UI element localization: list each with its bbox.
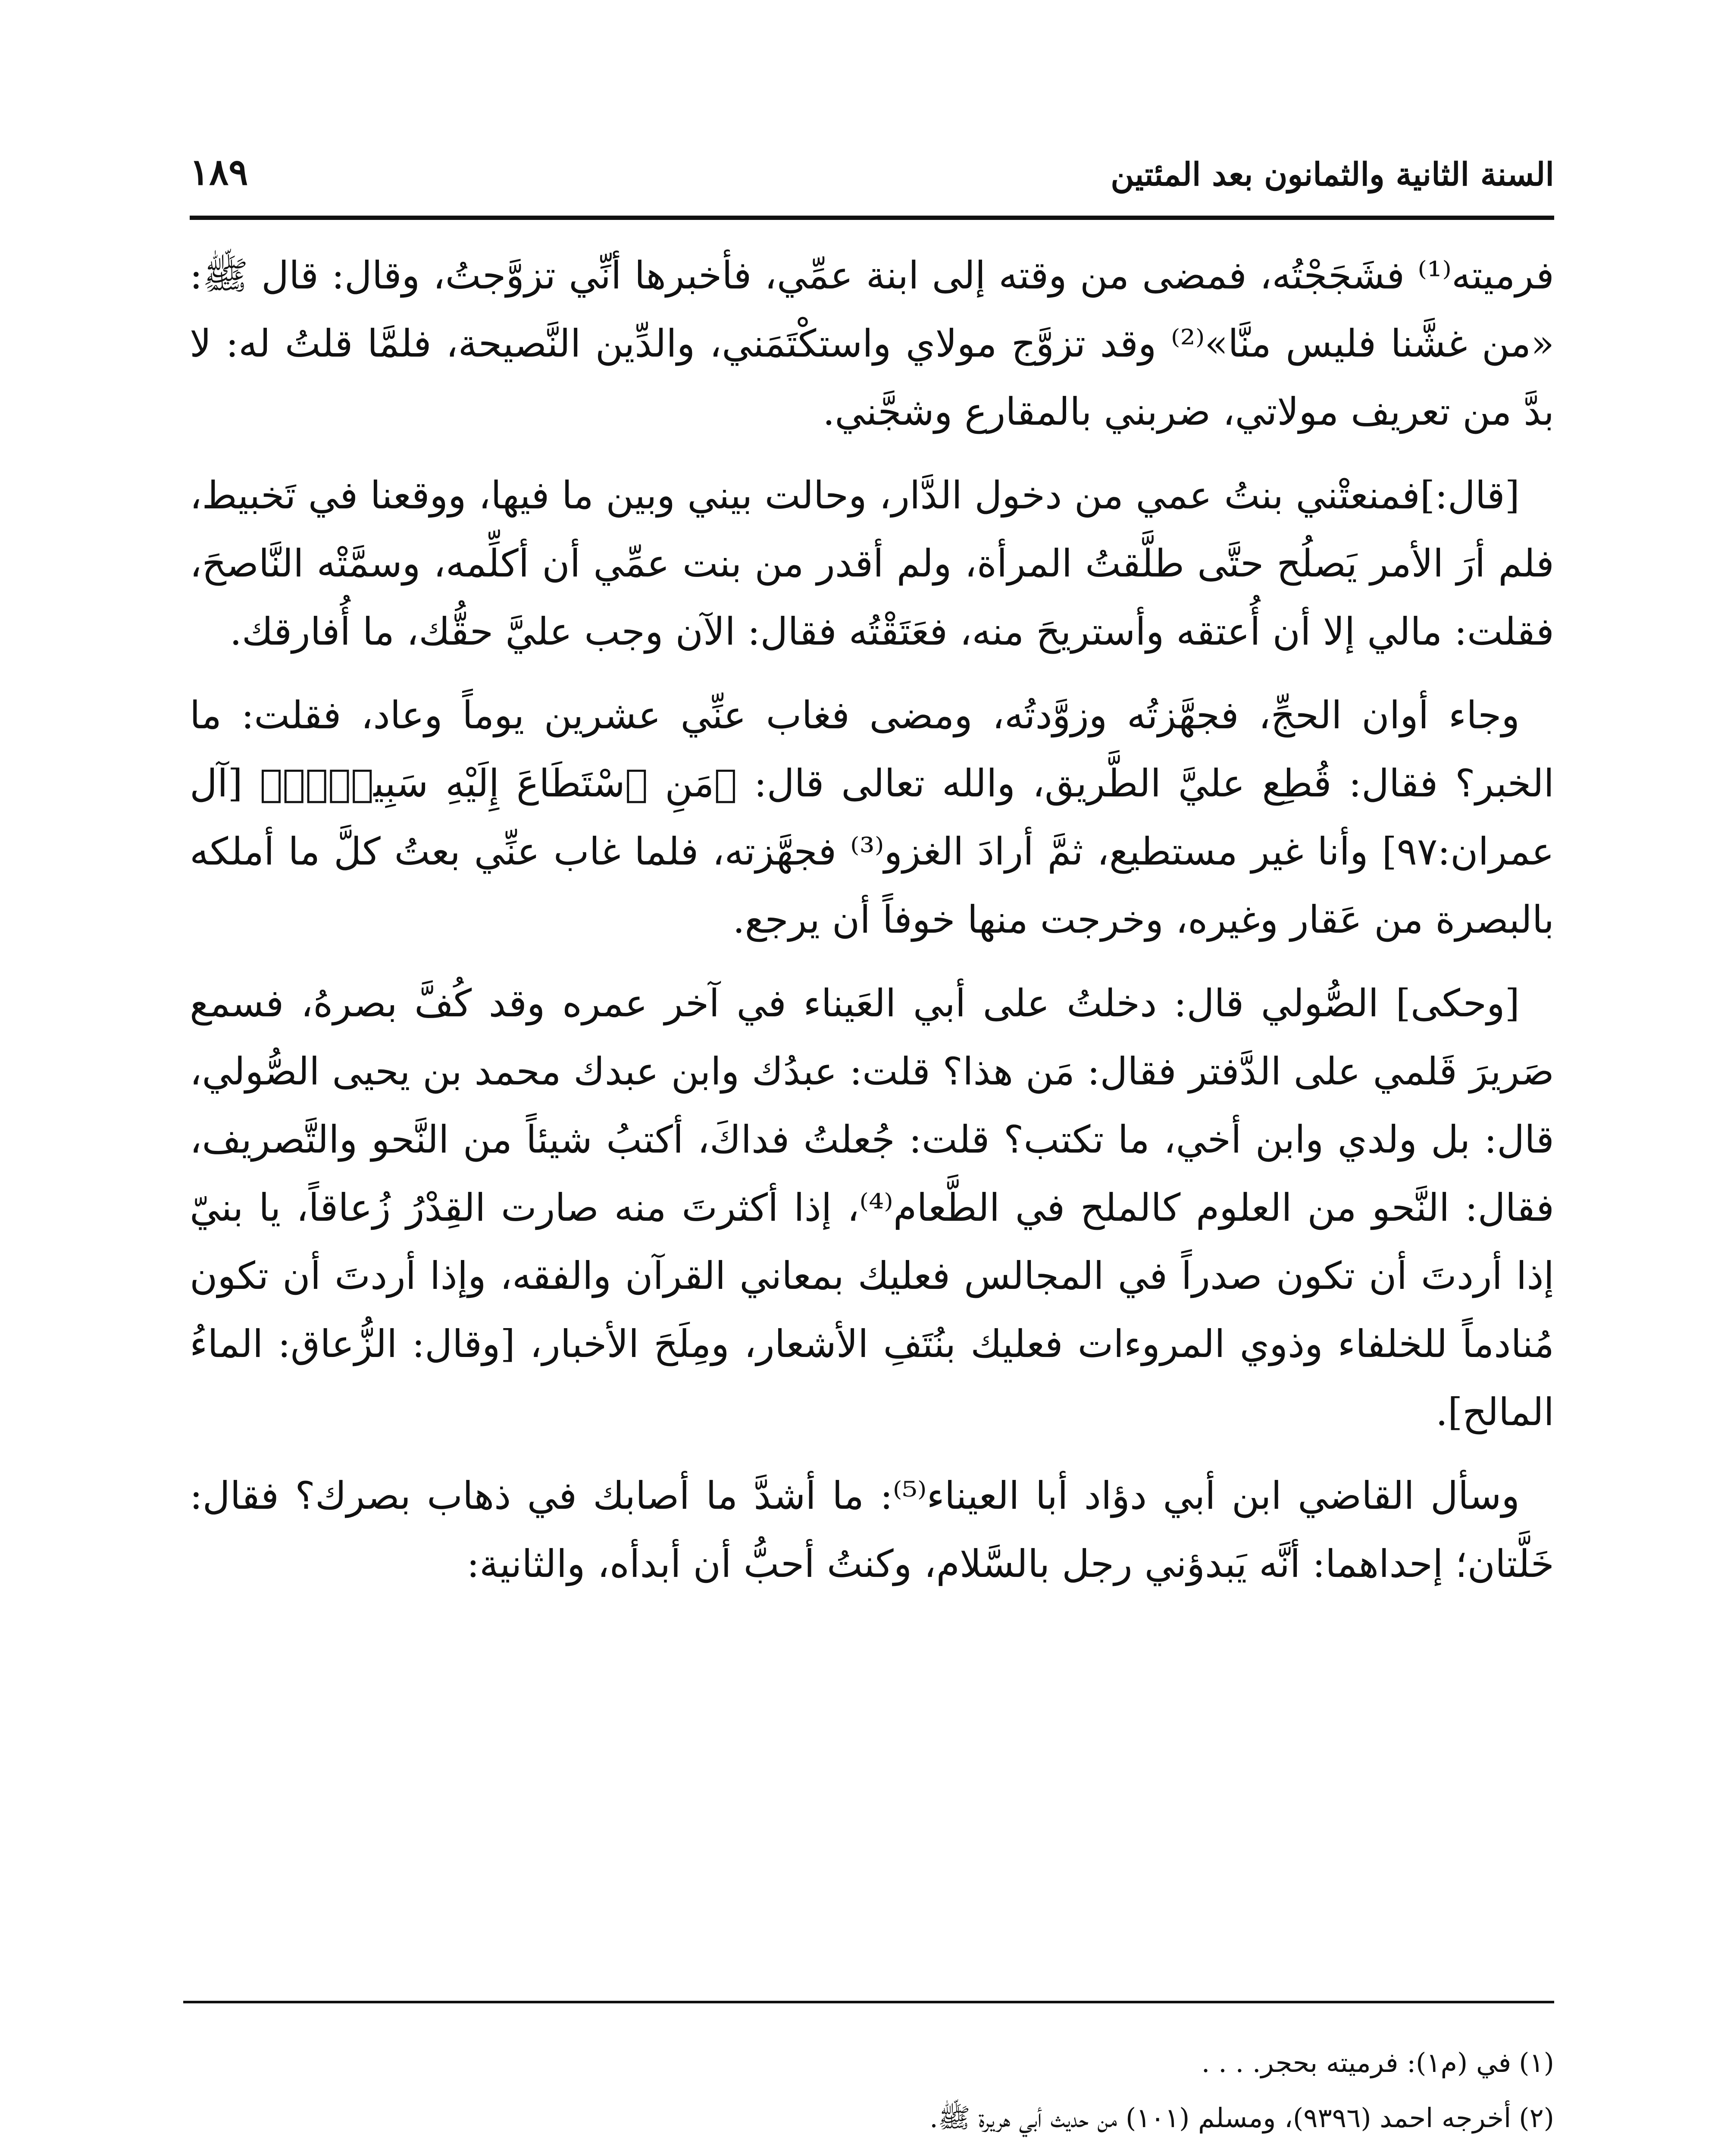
footnote-rule <box>183 2001 1554 2003</box>
footnotes <box>190 2035 1554 2156</box>
paragraph: فرميته⁽¹⁾ فشَجَجْتُه، فمضى من وقته إلى ابنة عمِّي، فأخبرها أنِّي تزوَّجتُ، وقال: قال ﷺ: «من غشَّنا فليس منَّا»⁽²⁾ وقد تزوَّج مولاي واستكْتَمَني، والدِّين النَّصيحة، فلمَّا قلتُ له: لا بدَّ من تعريف مولاتي، ضربني بالمقارع وشجَّني. <box>190 253 1554 434</box>
paragraph: وسأل القاضي ابن أبي دؤاد أبا العيناء⁽⁵⁾: ما أشدَّ ما أصابك في ذهاب بصرك؟ فقال: خَلَّتان؛ إحداهما: أنَّه يَبدؤني رجل بالسَّلام، وكنتُ أحبُّ أن أبدأه، والثانية: <box>190 1473 1554 1586</box>
footnote-number: (٢) <box>1519 2102 1554 2134</box>
footnote <box>190 2090 1554 2146</box>
page-header <box>190 129 1554 194</box>
footnote-text: أخرجه احمد (٩٣٩٦)، ومسلم (١٠١) من حديث أبي هريرة ﷺ. <box>929 2102 1511 2134</box>
footnote <box>190 2146 1554 2156</box>
footnote <box>190 2035 1554 2090</box>
footnote-number <box>1519 2146 1554 2156</box>
header-rule <box>190 216 1554 220</box>
paragraph: وجاء أوان الحجِّ، فجهَّزتُه وزوَّدتُه، ومضى فغاب عنِّي عشرين يوماً وعاد، فقلت: ما الخبر؟ فقال: قُطِع عليَّ الطَّريق، والله تعالى قال: ﴿مَنِ ٱسْتَطَاعَ إِلَيْهِ سَبِيلًاۚ﴾ [آل عمران:٩٧] وأنا غير مستطيع، ثمَّ أرادَ الغزو⁽³⁾ فجهَّزته، فلما غاب عنِّي بعتُ كلَّ ما أملكه بالبصرة من عَقار وغيره، وخرجت منها خوفاً أن يرجع. <box>190 693 1554 942</box>
main-text <box>190 241 1554 1614</box>
page-number: ١٨٩ <box>190 150 248 194</box>
running-title: السنة الثانية والثمانون بعد المئتين <box>1111 156 1554 194</box>
footnote-number: (١) <box>1519 2047 1554 2078</box>
footnote-text: في (م١): فرميته بحجر. . . . <box>1201 2047 1511 2078</box>
paragraph: [قال:]فمنعتْني بنتُ عمي من دخول الدَّار، وحالت بيني وبين ما فيها، ووقعنا في تَخبيط، فلم أرَ الأمر يَصلُح حتَّى طلَّقتُ المرأة، ولم أقدر من بنت عمِّي أن أكلِّمه، وسمَّتْه النَّاصحَ، فقلت: مالي إلا أن أُعتقه وأستريحَ منه، فعَتَقْتُه فقال: الآن وجب عليَّ حقُّك، ما أُفارقك. <box>190 473 1554 654</box>
paragraph: [وحكى] الصُّولي قال: دخلتُ على أبي العَيناء في آخر عمره وقد كُفَّ بصرهُ، فسمع صَريرَ قَلمي على الدَّفتر فقال: مَن هذا؟ قلت: عبدُك وابن عبدك محمد بن يحيى الصُّولي، قال: بل ولدي وابن أخي، ما تكتب؟ قلت: جُعلتُ فداكَ، أكتبُ شيئاً من النَّحو والتَّصريف، فقال: النَّحو من العلوم كالملح في الطَّعام⁽⁴⁾، إذا أكثرتَ منه صارت القِدْرُ زُعاقاً، يا بنيّ إذا أردتَ أن تكون صدراً في المجالس فعليك بمعاني القرآن والفقه، وإذا أردتَ أن تكون مُنادماً للخلفاء وذوي المروءات فعليك بنُتَفِ الأشعار، ومِلَحَ الأخبار، [وقال: الزُّعاق: الماءُ المالح]. <box>190 981 1555 1434</box>
